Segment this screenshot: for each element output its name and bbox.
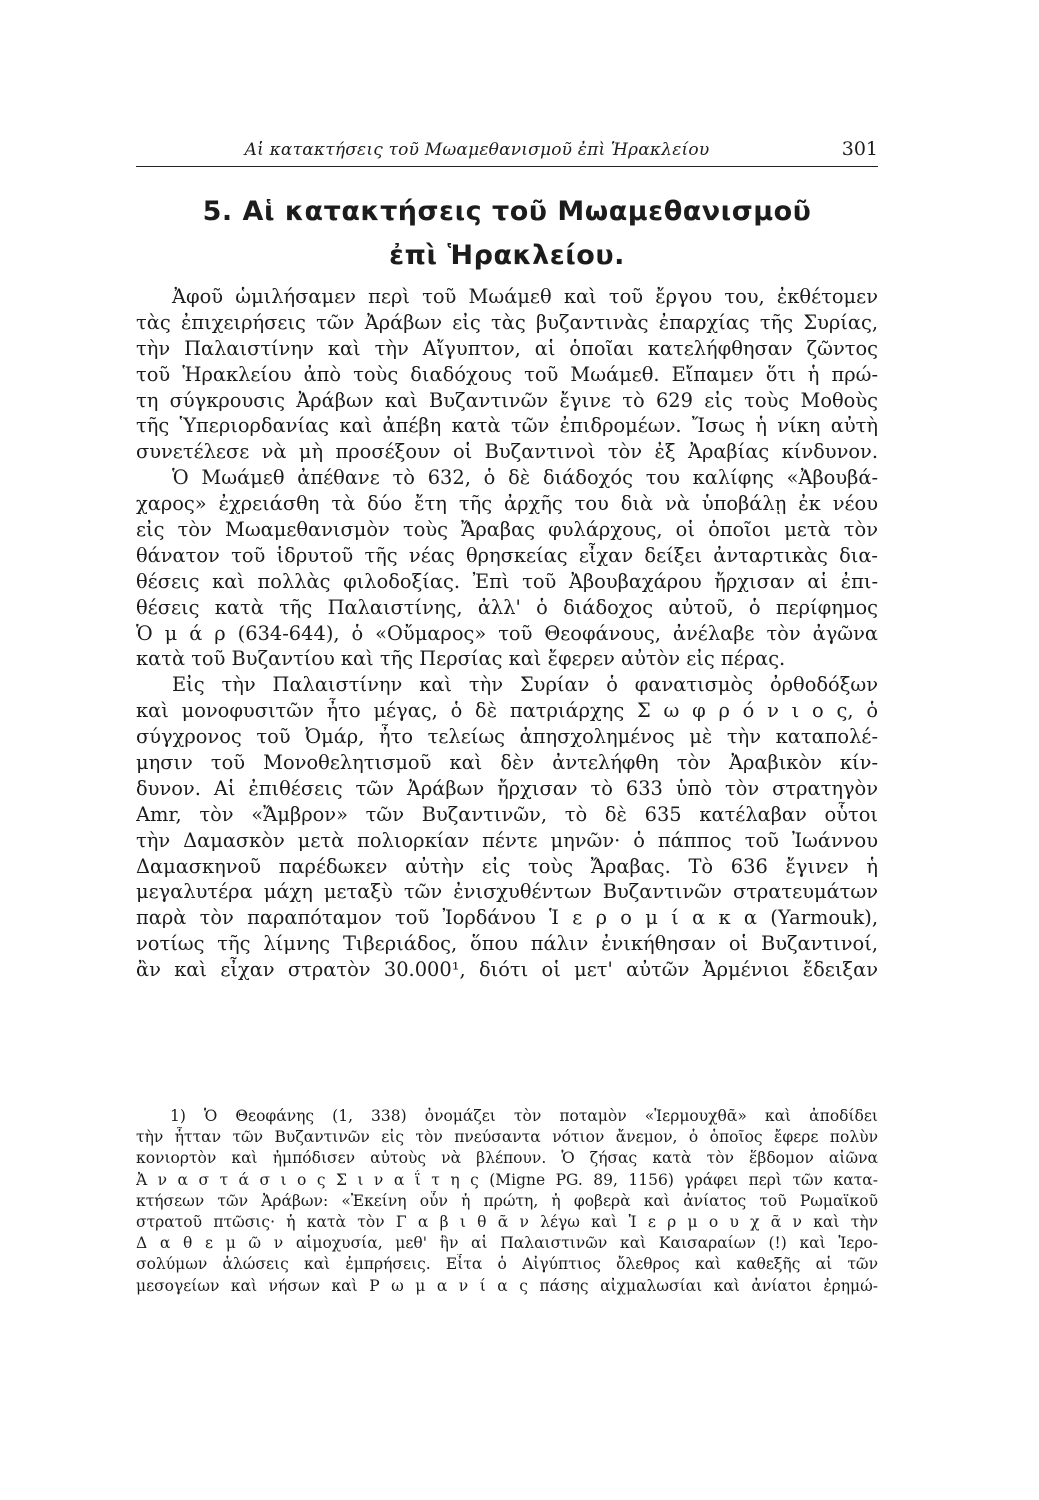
body-line: τὴν Δαμασκὸν μετὰ πολιορκίαν πέντε μηνῶν· ὁ πάππος τοῦ Ἰωάννου: [136, 828, 878, 852]
body-line: παρὰ τὸν παραπόταμον τοῦ Ἰορδάνου Ἱ ε ρ ο μ ί α κ α (Yarmouk),: [136, 906, 878, 930]
footnote-line: στρατοῦ πτῶσις· ἡ κατὰ τὸν Γ α β ι θ ᾶ ν λέγω καὶ Ἱ ε ρ μ ο υ χ ᾶ ν καὶ τὴν: [136, 1212, 878, 1231]
body-line: Ὁ Μωάμεθ ἀπέθανε τὸ 632, ὁ δὲ διάδοχός του καλίφης «Ἀβουβά-: [172, 466, 878, 490]
footnote-line: μεσογείων καὶ νήσων καὶ Ρ ω μ α ν ί α ς πάσης αἰχμαλωσίαι καὶ ἀνίατοι ἐρημώ-: [136, 1276, 878, 1295]
body-line: μεγαλυτέρα μάχη μεταξὺ τῶν ἐνισχυθέντων Βυζαντινῶν στρατευμάτων: [136, 880, 878, 904]
body-line: Ἀφοῦ ὡμιλήσαμεν περὶ τοῦ Μωάμεθ καὶ τοῦ ἔργου του, ἐκθέτομεν: [172, 285, 878, 308]
body-text: [136, 284, 878, 983]
body-line: τῆς Ὑπεριορδανίας καὶ ἀπέβη κατὰ τῶν ἐπιδρομέων. Ἴσως ἡ νίκη αὐτὴ: [136, 414, 878, 438]
body-line: τοῦ Ἡρακλείου ἀπὸ τοὺς διαδόχους τοῦ Μωάμεθ. Εἴπαμεν ὅτι ἡ πρώ-: [136, 362, 878, 386]
chapter-title: [136, 190, 878, 278]
body-line: καὶ μονοφυσιτῶν ἦτο μέγας, ὁ δὲ πατριάρχης Σ ω φ ρ ό ν ι ο ς, ὁ: [136, 699, 878, 723]
body-line: Δαμασκηνοῦ παρέδωκεν αὐτὴν εἰς τοὺς Ἄραβας. Τὸ 636 ἔγινεν ἡ: [136, 854, 878, 878]
body-line: νοτίως τῆς λίμνης Τιβεριάδος, ὅπου πάλιν ἐνικήθησαν οἱ Βυζαντινοί,: [136, 932, 878, 956]
running-title: Αἱ κατακτήσεις τοῦ Μωαμεθανισμοῦ ἐπὶ Ἡρακλείου: [244, 140, 710, 160]
body-line: θάνατον τοῦ ἱδρυτοῦ τῆς νέας θρησκείας εἶχαν δείξει ἀνταρτικὰς δια-: [136, 543, 878, 567]
body-line: Amr, τὸν «Ἄμβρον» τῶν Βυζαντινῶν, τὸ δὲ 635 κατέλαβαν οὗτοι: [136, 802, 878, 826]
footnote-line: 1) Ὁ Θεοφάνης (1, 338) ὀνομάζει τὸν ποταμὸν «Ἱερμουχθᾶ» καὶ ἀποδίδει: [170, 1107, 878, 1125]
footnote-line: σολύμων ἁλώσεις καὶ ἐμπρήσεις. Εἶτα ὁ Αἰγύπτιος ὄλεθρος καὶ καθεξῆς αἱ τῶν: [136, 1255, 878, 1274]
footnote-line: τὴν ἧτταν τῶν Βυζαντινῶν εἰς τὸν πνεύσαντα νότιον ἄνεμον, ὁ ὁποῖος ἔφερε πολὺν: [136, 1128, 878, 1147]
body-line: κατὰ τοῦ Βυζαντίου καὶ τῆς Περσίας καὶ ἔφερεν αὐτὸν εἰς πέρας.: [136, 647, 786, 671]
chapter-title-line-2: ἐπὶ Ἡρακλείου.: [389, 240, 625, 271]
body-line: Εἰς τὴν Παλαιστίνην καὶ τὴν Συρίαν ὁ φανατισμὸς ὀρθοδόξων: [172, 673, 878, 697]
body-line: χαρος» ἐχρειάσθη τὰ δύο ἔτη τῆς ἀρχῆς του διὰ νὰ ὑποβάλῃ ἐκ νέου: [136, 492, 878, 516]
body-line: συνετέλεσε νὰ μὴ προσέξουν οἱ Βυζαντινοὶ τὸν ἐξ Ἀραβίας κίνδυνον.: [136, 440, 878, 464]
body-line: εἰς τὸν Μωαμεθανισμὸν τοὺς Ἄραβας φυλάρχους, οἱ ὁποῖοι μετὰ τὸν: [136, 518, 878, 542]
chapter-title-line-1: 5. Αἱ κατακτήσεις τοῦ Μωαμεθανισμοῦ: [202, 196, 812, 227]
page-number: 301: [841, 138, 878, 160]
body-line: σύγχρονος τοῦ Ὀμάρ, ἦτο τελείως ἀπησχολημένος μὲ τὴν καταπολέ-: [136, 725, 878, 749]
body-line: θέσεις καὶ πολλὰς φιλοδοξίας. Ἐπὶ τοῦ Ἀβουβαχάρου ἤρχισαν αἱ ἐπι-: [136, 569, 878, 593]
body-line: δυνον. Αἱ ἐπιθέσεις τῶν Ἀράβων ἤρχισαν τὸ 633 ὑπὸ τὸν στρατηγὸν: [136, 776, 878, 800]
body-line: τη σύγκρουσις Ἀράβων καὶ Βυζαντινῶν ἔγινε τὸ 629 εἰς τοὺς Μοθοὺς: [136, 388, 878, 412]
footnotes: [136, 1106, 878, 1297]
footnote-line: Ἀ ν α σ τ ά σ ι ο ς Σ ι ν α ΐ τ η ς (Migne PG. 89, 1156) γράφει περὶ τῶν κατα-: [136, 1170, 878, 1189]
footnote-line: Δ α θ ε μ ῶ ν αἱμοχυσία, μεθ' ἣν αἱ Παλαιστινῶν καὶ Καισαραίων (!) καὶ Ἱερο-: [136, 1234, 878, 1253]
body-line: τὴν Παλαιστίνην καὶ τὴν Αἴγυπτον, αἱ ὁποῖαι κατελήφθησαν ζῶντος: [136, 336, 878, 360]
body-line: ἂν καὶ εἶχαν στρατὸν 30.000¹, διότι οἱ μετ' αὐτῶν Ἀρμένιοι ἔδειξαν: [136, 958, 878, 982]
body-line: μησιν τοῦ Μονοθελητισμοῦ καὶ δὲν ἀντελήφθη τὸν Ἀραβικὸν κίν-: [136, 751, 878, 775]
body-line: τὰς ἐπιχειρήσεις τῶν Ἀράβων εἰς τὰς βυζαντινὰς ἐπαρχίας τῆς Συρίας,: [136, 310, 878, 334]
footnote-line: κτήσεων τῶν Ἀράβων: «Ἐκείνη οὖν ἡ πρώτη, ἡ φοβερὰ καὶ ἀνίατος τοῦ Ρωμαϊκοῦ: [136, 1191, 878, 1210]
footnote-line: κονιορτὸν καὶ ἠμπόδισεν αὐτοὺς νὰ βλέπουν. Ὁ ζήσας κατὰ τὸν ἕβδομον αἰῶνα: [136, 1149, 878, 1168]
body-line: Ὁ μ ά ρ (634-644), ὁ «Οὔμαρος» τοῦ Θεοφάνους, ἀνέλαβε τὸν ἀγῶνα: [136, 621, 878, 645]
running-header: [136, 138, 878, 167]
body-line: θέσεις κατὰ τῆς Παλαιστίνης, ἀλλ' ὁ διάδοχος αὐτοῦ, ὁ περίφημος: [136, 595, 878, 619]
